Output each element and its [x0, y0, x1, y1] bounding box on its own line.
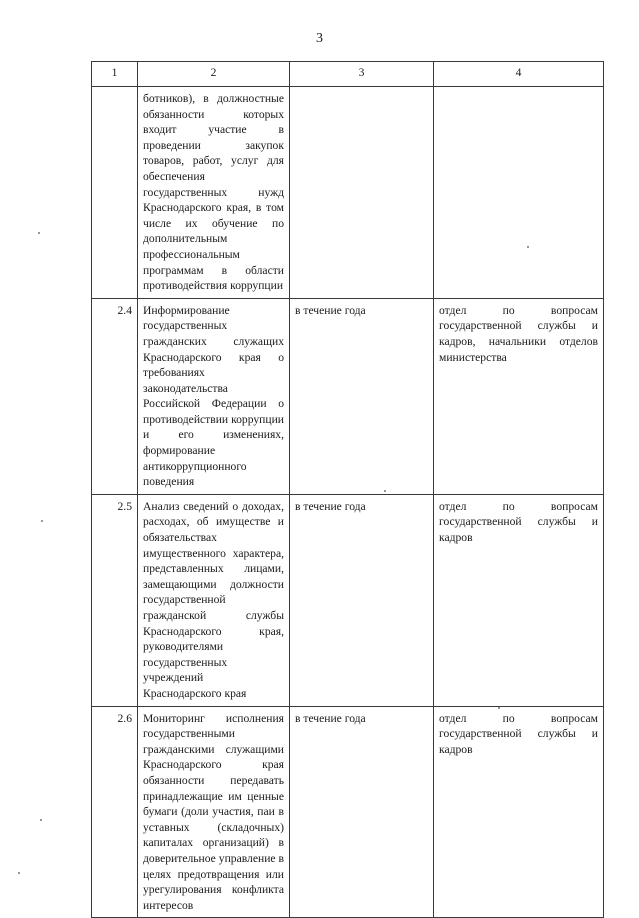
- scan-speck: [41, 520, 43, 522]
- column-header: 4: [434, 62, 604, 87]
- item-description: ботников), в должностные обязанности которых входит участие в проведении закупок товаров, работ, услуг для обеспечения государственных нужд Краснодарского края, в том числе их обучение по дополнительным профессиональным программам в области противодействия коррупции: [138, 87, 290, 299]
- scan-speck: [18, 872, 20, 874]
- item-description: Мониторинг исполнения государственными гражданскими служащими Краснодарского края обязанности передавать принадлежащие им ценные бумаги (доли участия, паи в уставных (складочных) капиталах организаций) в доверительное управление в целях предотвращения или урегулирования конфликта интересов: [138, 706, 290, 918]
- scan-speck: [527, 246, 529, 248]
- item-number: 2.5: [92, 494, 138, 706]
- table-row: [92, 87, 604, 299]
- column-header: 3: [290, 62, 434, 87]
- column-header: 1: [92, 62, 138, 87]
- item-deadline: в течение года: [290, 298, 434, 494]
- column-header: 2: [138, 62, 290, 87]
- item-description: Анализ сведений о доходах, расходах, об имуществе и обязательствах имущественного характера, представленных лицами, замещающими должности государственной гражданской службы Краснодарского края, руководителями государственных учреждений Краснодарского края: [138, 494, 290, 706]
- page-number: 3: [316, 31, 323, 46]
- scan-speck: [384, 490, 386, 492]
- scan-speck: [38, 232, 40, 234]
- item-responsible: отдел по вопросам государственной службы и кадров, начальники отделов министерства: [434, 298, 604, 494]
- measures-table: [91, 61, 604, 918]
- item-responsible: отдел по вопросам государственной службы и кадров: [434, 494, 604, 706]
- item-deadline: в течение года: [290, 494, 434, 706]
- item-deadline: в течение года: [290, 706, 434, 918]
- table-row: [92, 494, 604, 706]
- item-responsible: отдел по вопросам государственной службы и кадров: [434, 706, 604, 918]
- table-row: [92, 706, 604, 918]
- item-description: Информирование государственных гражданских служащих Краснодарского края о требованиях законодательства Российской Федерации о противодействии коррупции и его изменениях, формирование антикоррупционного поведения: [138, 298, 290, 494]
- scan-speck: [498, 707, 500, 709]
- table-row: [92, 298, 604, 494]
- item-number: [92, 87, 138, 299]
- table-header-row: [92, 62, 604, 87]
- scan-speck: [40, 819, 42, 821]
- item-number: 2.4: [92, 298, 138, 494]
- item-number: 2.6: [92, 706, 138, 918]
- item-deadline: [290, 87, 434, 299]
- item-responsible: [434, 87, 604, 299]
